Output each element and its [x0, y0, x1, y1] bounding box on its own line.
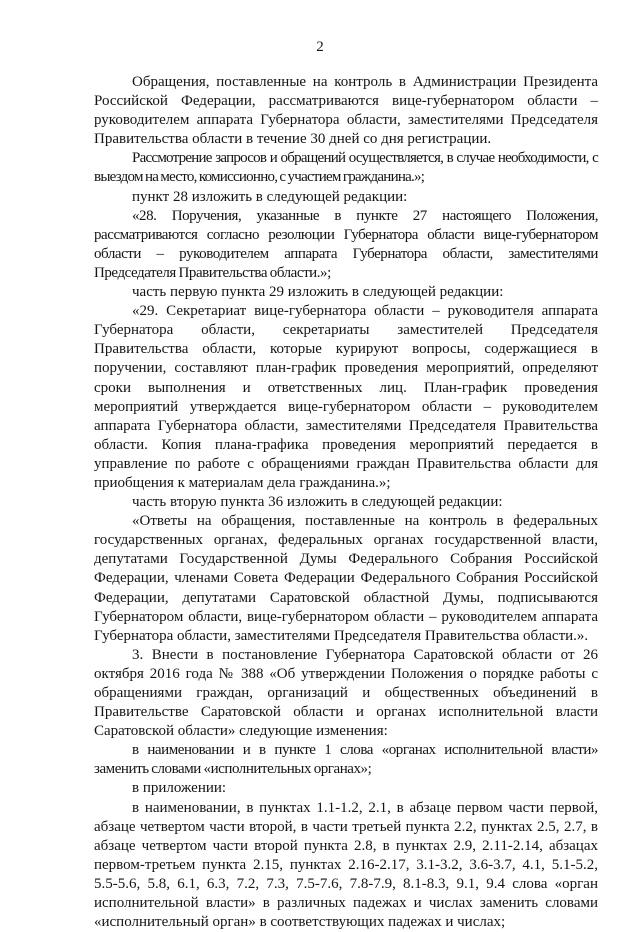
paragraph-section-3: 3. Внести в постановление Губернатора Саратовской области от 26 октября 2016 года № 388 «Об утверждении Положения о порядке работы с обращениями граждан, организаций и общественных объединений в Правительстве Саратовской области и органах исполнительной власти Саратовской области» следующие изменения:	[94, 646, 598, 740]
paragraph-item-28-intro: пункт 28 изложить в следующей редакции:	[132, 188, 408, 205]
paragraph-item-36-text: «Ответы на обращения, поставленные на контроль в федеральных государственных органах, федеральных органах государственной власти, депутатами Государственной Думы Федерального Собрания Российской Федерации, членами Совета Федерации Федерального Собрания Российской Федерации, депутатами Саратовской областной Думы, подписываются Губернатором области, вице-губернатором области – руководителем аппарата Губернатора области, заместителями Председателя Правительства области.».	[94, 513, 598, 644]
page-number: 2	[316, 39, 324, 55]
paragraph-item-29-intro: часть первую пункта 29 изложить в следующей редакции:	[132, 284, 504, 301]
paragraph-review-on-site: Рассмотрение запросов и обращений осуществляется, в случае необходимости, с выездом на место, комиссионно, с участием гражданина.»;	[94, 150, 598, 186]
paragraph-item-29-text: «29. Секретариат вице-губернатора области – руководителя аппарата Губернатора области, секретариаты заместителей Председателя Правительства области, которые курируют вопросы, содержащиеся в поручении, составляют план-график проведения мероприятий, определяют сроки выполнения и ответственных лиц. План-график проведения мероприятий утверждается вице-губернатором области – руководителем аппарата Губернатора области, заместителями Председателя Правительства области. Копия плана-графика проведения мероприятий передается в управление по работе с обращениями граждан Правительства области для приобщения к материалам дела гражданина.»;	[94, 303, 598, 491]
paragraph-in-appendix: в приложении:	[132, 780, 227, 797]
document-body	[94, 73, 598, 932]
paragraph-name-and-item-1: в наименовании и в пункте 1 слова «органах исполнительной власти» заменить словами «исполнительных органах»;	[94, 742, 598, 778]
paragraph-item-28-text: «28. Поручения, указанные в пункте 27 настоящего Положения, рассматриваются согласно резолюции Губернатора области вице-губернатором области – руководителем аппарата Губернатора области, заместителями Председателя Правительства области.»;	[94, 207, 598, 281]
paragraph-item-36-intro: часть вторую пункта 36 изложить в следующей редакции:	[132, 494, 503, 511]
paragraph-appeals-presidential-control: Обращения, поставленные на контроль в Администрации Президента Российской Федерации, рассматриваются вице-губернатором области – руководителем аппарата Губернатора области, заместителями Председателя Правительства области в течение 30 дней со дня регистрации.	[94, 74, 598, 148]
paragraph-appendix-replacements: в наименовании, в пунктах 1.1-1.2, 2.1, в абзаце первом части первой, абзаце четвертом части второй, в части третьей пункта 2.2, пунктах 2.5, 2.7, в абзаце четвертом части второй пункта 2.8, в пунктах 2.9, 2.11-2.14, абзацах первом-третьем пункта 2.15, пунктах 2.16-2.17, 3.1-3.2, 3.6-3.7, 4.1, 5.1-5.2, 5.5-5.6, 5.8, 6.1, 6.3, 7.2, 7.3, 7.5-7.6, 7.8-7.9, 8.1-8.3, 9.1, 9.4 слова «орган исполнительной власти» в различных падежах и числах заменить словами «исполнительный орган» в соответствующих падежах и числах;	[94, 799, 598, 931]
